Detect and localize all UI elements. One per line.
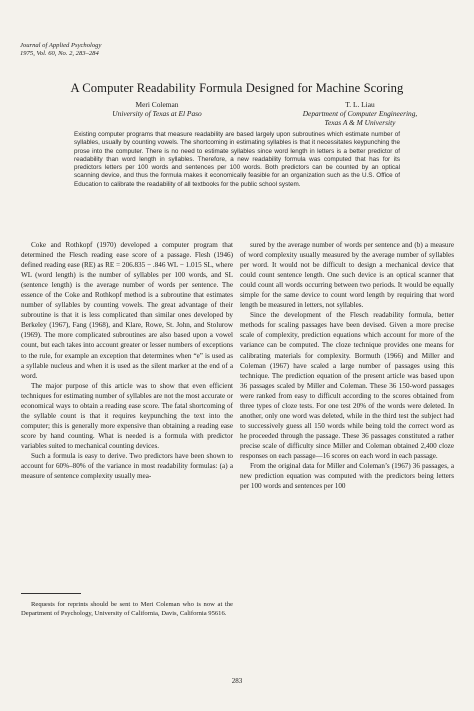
- paragraph: Coke and Rothkopf (1970) developed a computer program that determined the Flesch reading ease score of a passage. Flesh (1946) defined reading ease (RE) as RE = 206.835 − .846 WL − 1.015 SL, where WL (word length) is the number of syllables per 100 words, and SL (sentence length) is the average number of words per sentence. The essence of the Coke and Rothkopf method is a subroutine that estimates number of syllables by counting vowels. The great advantage of their subroutine is that it is less complicated than similar ones developed by Berkeley (1967), Fang (1968), and Klare, Rowe, St. John, and Stolurow (1969). The more complicated subroutines are also based upon a vowel count, but each takes into account greater or lesser numbers of exceptions to the rule, for example an exception that determines when “e” is used as a syllable nucleus and when it is used as the silent marker at the end of a word.: [21, 241, 233, 380]
- left-column: [21, 240, 233, 481]
- author-affiliation: Texas A & M University: [324, 118, 396, 127]
- author-block-2: [285, 100, 435, 127]
- journal-citation: [20, 42, 101, 57]
- paragraph: From the original data for Miller and Coleman’s (1967) 36 passages, a new prediction equation was computed with the predictors being letters per 100 words and sentences per 100: [240, 462, 454, 491]
- article-title: A Computer Readability Formula Designed for Machine Scoring: [70, 81, 404, 95]
- author-name: T. L. Liau: [345, 100, 375, 109]
- page-number: 283: [231, 677, 243, 685]
- paragraph: Such a formula is easy to derive. Two predictors have been shown to account for 60%–80% of the variance in most readability formulas: (a) a measure of sentence complexity usually mea-: [21, 451, 233, 481]
- author-affiliation: University of Texas at El Paso: [112, 109, 202, 118]
- right-column: [240, 240, 454, 491]
- journal-name: Journal of Applied Psychology: [20, 42, 102, 49]
- paragraph: sured by the average number of words per sentence and (b) a measure of word complexity usually measured by the average number of syllables per word. It would not be difficult to design a mechanical device that could count sentence length. One such device is an optical scanner that could count all words occurring between two periods. It would be equally simple for the same device to count word length by requiring that word length be measured in letters, not syllables.: [240, 241, 454, 310]
- journal-volume: 1975, Vol. 60, No. 2, 283–284: [20, 49, 99, 57]
- paragraph: Since the development of the Flesch readability formula, better methods for scaling passages have been devised. Given a more precise scale of complexity, prediction equations which account for more of the variance can be computed. The cloze technique provides one means for calibrating materials for complexity. Bormuth (1966) and Miller and Coleman (1967) have scaled a large number of passages using this technique. The prediction equation of the present article was based upon 36 passages scaled by Miller and Coleman. These 36 150-word passages were ranked from easy to difficult according to the scores obtained from three types of cloze tests. For one test 20% of the words were deleted. In another, only one word was deleted, while in the third test the subject had to successively guess all 150 words while being told the correct word as he proceeded through the passage. These 36 passages constituted a rather precise scale of difficulty since Miller and Coleman obtained 2,400 cloze responses on each passage—16 scores on each word in each passage.: [240, 311, 454, 460]
- footnote-divider: [21, 593, 81, 594]
- paragraph: The major purpose of this article was to show that even efficient techniques for estimating number of syllables are not the most accurate or economical ways to obtain a reading ease score. The fatal shortcoming of the syllable count is that it requires keypunching the text into the computer; this is generally more expensive than obtaining a reading ease score by hand counting. What is needed is a formula with predictor variables suited to mechanical counting devices.: [21, 381, 233, 450]
- footnote: Requests for reprints should be sent to Meri Coleman who is now at the Department of Psychology, University of California, Davis, California 95616.: [21, 601, 233, 617]
- abstract: Existing computer programs that measure readability are based largely upon subroutines which estimate number of syllables, usually by counting vowels. The shortcoming in estimating syllables is that it necessitates keypunching the prose into the computer. There is no need to estimate syllables since word length in letters is a better predictor of readability than word length in syllables. Therefore, a new readability formula was computed that has for its predictors letters per 100 words and sentences per 100 words. Both predictors can be counted by an optical scanning device, and thus the formula makes it economically feasible for an organization such as the U.S. Office of Education to calibrate the readability of all textbooks for the public school system.: [74, 131, 400, 188]
- author-block-1: [92, 100, 222, 118]
- author-affiliation: Department of Computer Engineering,: [302, 109, 418, 118]
- author-name: Meri Coleman: [135, 100, 179, 109]
